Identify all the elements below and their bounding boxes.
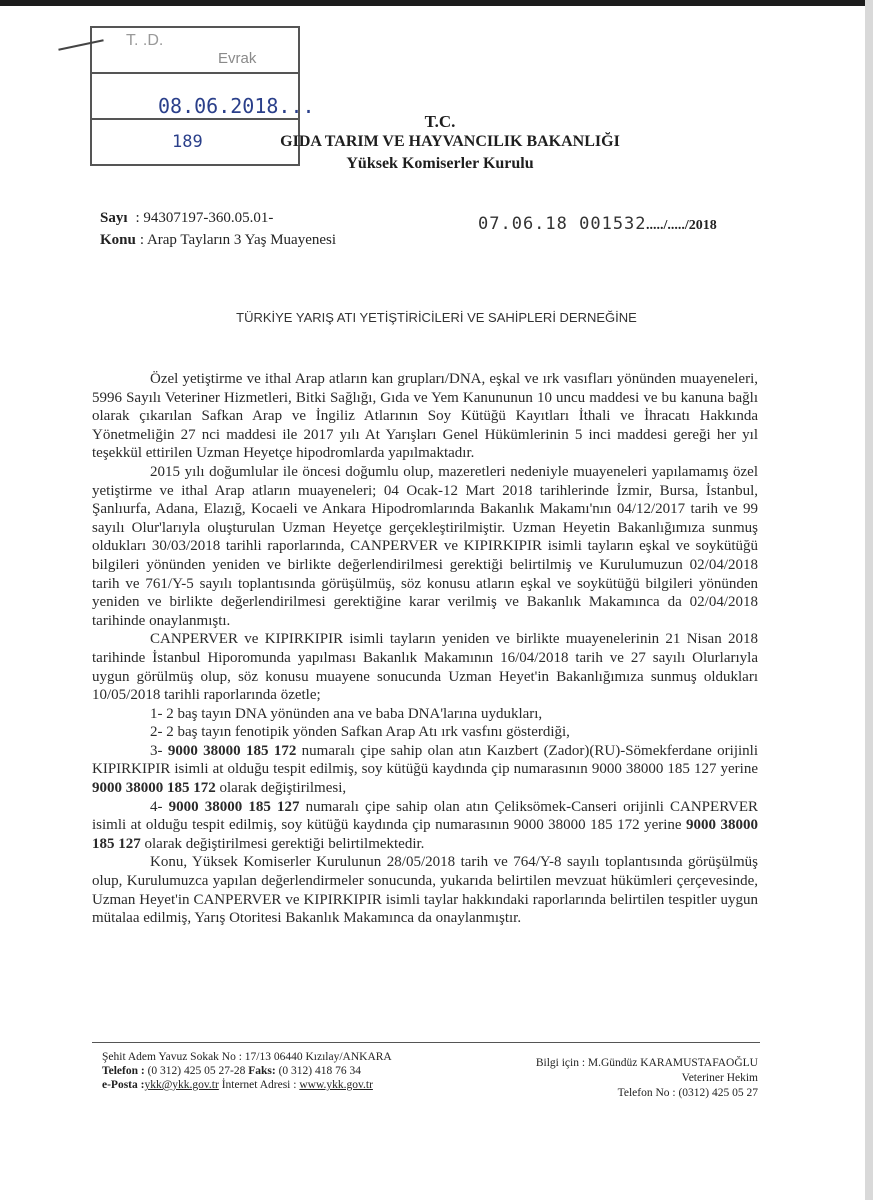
finding-4-new-chip: 9000 38000 185 127	[92, 817, 758, 852]
stamp-row-header	[92, 28, 298, 74]
finding-4-chip: 9000 38000 185 127	[168, 798, 300, 815]
finding-4-text: numaralı çipe sahip olan atın Çeliksömek-Canseri orijinli CANPERVER isimli at olduğu tespit edilmiş, soy kütüğü kaydında çip numarasının 9000 38000 185 172 yerine	[92, 798, 758, 834]
addressee: TÜRKİYE YARIŞ ATI YETİŞTİRİCİLERİ VE SAHİPLERİ DERNEĞİNE	[236, 310, 637, 325]
footer-contact	[102, 1050, 392, 1092]
paragraph-3: CANPERVER ve KIPIRKIPIR isimli tayların yeniden ve birlikte muayenelerinin 21 Nisan 2018 tarihinde İstanbul Hiporomunda yapılması Bakanlık Makamının 16/04/2018 tarih ve 27 sayılı Olurlarıyla uygun görülmüş olup, söz konusu muayene sonucunda Uzman Heyet'in Bakanlığımıza sunmuş oldukları 10/05/2018 tarihli raporlarında özetle;	[92, 631, 758, 704]
konu-label: Konu	[100, 232, 136, 248]
finding-3-number: 3-	[150, 742, 168, 759]
paragraph-2: 2015 yılı doğumlular ile öncesi doğumlu olup, mazeretleri nedeniyle muayeneleri yapılamamış özel yetiştirme ve ithal Arap atların muayeneleri; 04 Ocak-12 Mart 2018 tarihlerinde İzmir, Bursa, İstanbul, Şanlıurfa, Adana, Elazığ, Kocaeli ve Ankara Hipodromlarında Bakanlık Makamı'nın 04/12/2017 tarih ve 99 sayılı Olur'larıyla oluşturulan Uzman Heyetçe gerçekleştirilmiştir. Uzman Heyetin Bakanlığımıza sunmuş oldukları 30/03/2018 tarihli raporlarında, CANPERVER ve KIPIRKIPIR isimli tayların eşkal ve soykütüğü bilgileri yönünden yeniden ve birlikte değerlendirilmesi gerektiği belirtilmiş ve Kurulumuzun 02/04/2018 tarih ve 761/Y-5 sayılı toplantısında görüşülmüş, söz konusu atların eşkal ve soykütüğü bilgileri yönünden yeniden ve birlikte değerlendirilmesi gerektiğine karar verilmiş ve Bakanlık Makamınca da 02/04/2018 tarihinde onaylanmıştı.	[92, 463, 758, 629]
header-board: Yüksek Komiserler Kurulu	[346, 155, 534, 172]
header-tc: T.C.	[424, 112, 456, 131]
info-phone: Telefon No : (0312) 425 05 27	[617, 1087, 758, 1099]
stamp-date: 08.06.2018...	[158, 94, 315, 118]
konu-value: : Arap Tayların 3 Yaş Muayenesi	[139, 232, 337, 248]
scan-right-edge	[865, 0, 873, 1200]
faks-label: Faks:	[248, 1065, 276, 1077]
document-date: ...../...../2018	[646, 218, 717, 233]
stamp-subtitle: Evrak	[218, 50, 257, 67]
konu-line	[100, 232, 336, 249]
stamp-title: T. .D.	[126, 32, 164, 49]
finding-2: 2- 2 baş tayın fenotipik yönden Safkan Arap Atı ırk vasfını gösterdiği,	[150, 724, 570, 741]
internet-label: İnternet Adresi :	[218, 1079, 300, 1091]
finding-3-chip: 9000 38000 185 172	[167, 742, 297, 759]
website-link[interactable]: www.ykk.gov.tr	[299, 1079, 373, 1091]
header-ministry: GIDA TARIM VE HAYVANCILIK BAKANLIĞI	[280, 133, 620, 150]
letter-body	[92, 370, 758, 928]
faks-value: (0 312) 418 76 34	[275, 1065, 361, 1077]
footer-phone-line	[102, 1064, 392, 1078]
document-number: 07.06.18 001532	[478, 214, 647, 234]
finding-4	[92, 798, 758, 854]
finding-4-end: olarak değiştirilmesi gerektiği belirtilmektedir.	[140, 835, 425, 852]
finding-3-text: numaralı çipe sahip olan atın Kaızbert (Zador)(RU)-Sömekferdane orijinli KIPIRKIPIR isimli at olduğu tespit edilmiş, soy kütüğü kaydında çip numarasının 9000 38000 185 127 yerine	[92, 742, 758, 778]
footer-info	[500, 1056, 758, 1101]
sayi-line	[100, 210, 273, 227]
finding-4-number: 4-	[150, 798, 169, 815]
finding-1: 1- 2 baş tayın DNA yönünden ana ve baba DNA'larına uydukları,	[150, 705, 543, 722]
footer-address: Şehit Adem Yavuz Sokak No : 17/13 06440 Kızılay/ANKARA	[102, 1051, 392, 1063]
finding-3-end: olarak değiştirilmesi,	[215, 780, 347, 797]
paragraph-1: Özel yetiştirme ve ithal Arap atların kan grupları/DNA, eşkal ve ırk vasıfları yönünden muayeneleri, 5996 Sayılı Veteriner Hizmetleri, Bitki Sağlığı, Gıda ve Yem Kanununun 10 uncu maddesi ve bu kanuna bağlı olarak çıkarılan Safkan Arap ve İngiliz Atlarının Soy Kütüğü Kayıtları İthali ve İhracatı Hakkında Yönetmeliğin 27 nci maddesi ile 2017 yılı At Yarışları Genel Hükümlerinin 5 inci maddesi gereği her yıl teşekkül ettirilen Uzman Heyetçe hipodromlarda yapılmaktadır.	[92, 371, 758, 462]
sayi-value: : 94307197-360.05.01-	[135, 210, 274, 226]
info-title: Veteriner Hekim	[681, 1072, 758, 1084]
sayi-label: Sayı	[100, 210, 128, 226]
info-contact-person: Bilgi için : M.Gündüz KARAMUSTAFAOĞLU	[535, 1057, 758, 1069]
stamp-number: 189	[172, 132, 203, 152]
paragraph-4: Konu, Yüksek Komiserler Kurulunun 28/05/2018 tarih ve 764/Y-8 sayılı toplantısında görüşülmüş olup, Kurulumuzca yapılan değerlendirmeler sonucunda, yukarıda belirtilen mevzuat hükümleri çerçevesinde, Uzman Heyet'in CANPERVER ve KIPIRKIPIR isimli taylar hakkındaki raporlarında belirtilen tespitler uygun mütalaa edilmiş, Yarış Otoritesi Bakanlık Makamınca da onaylanmıştır.	[92, 854, 758, 927]
footer-web-line	[102, 1078, 392, 1092]
telefon-label: Telefon :	[102, 1065, 145, 1077]
finding-3	[92, 742, 758, 798]
eposta-label: e-Posta :	[102, 1079, 145, 1091]
scan-top-edge	[0, 0, 873, 6]
email-link[interactable]: ykk@ykk.gov.tr	[144, 1079, 219, 1091]
finding-3-new-chip: 9000 38000 185 172	[92, 780, 216, 797]
telefon-value: (0 312) 425 05 27-28	[144, 1065, 249, 1077]
footer-divider	[92, 1042, 760, 1043]
